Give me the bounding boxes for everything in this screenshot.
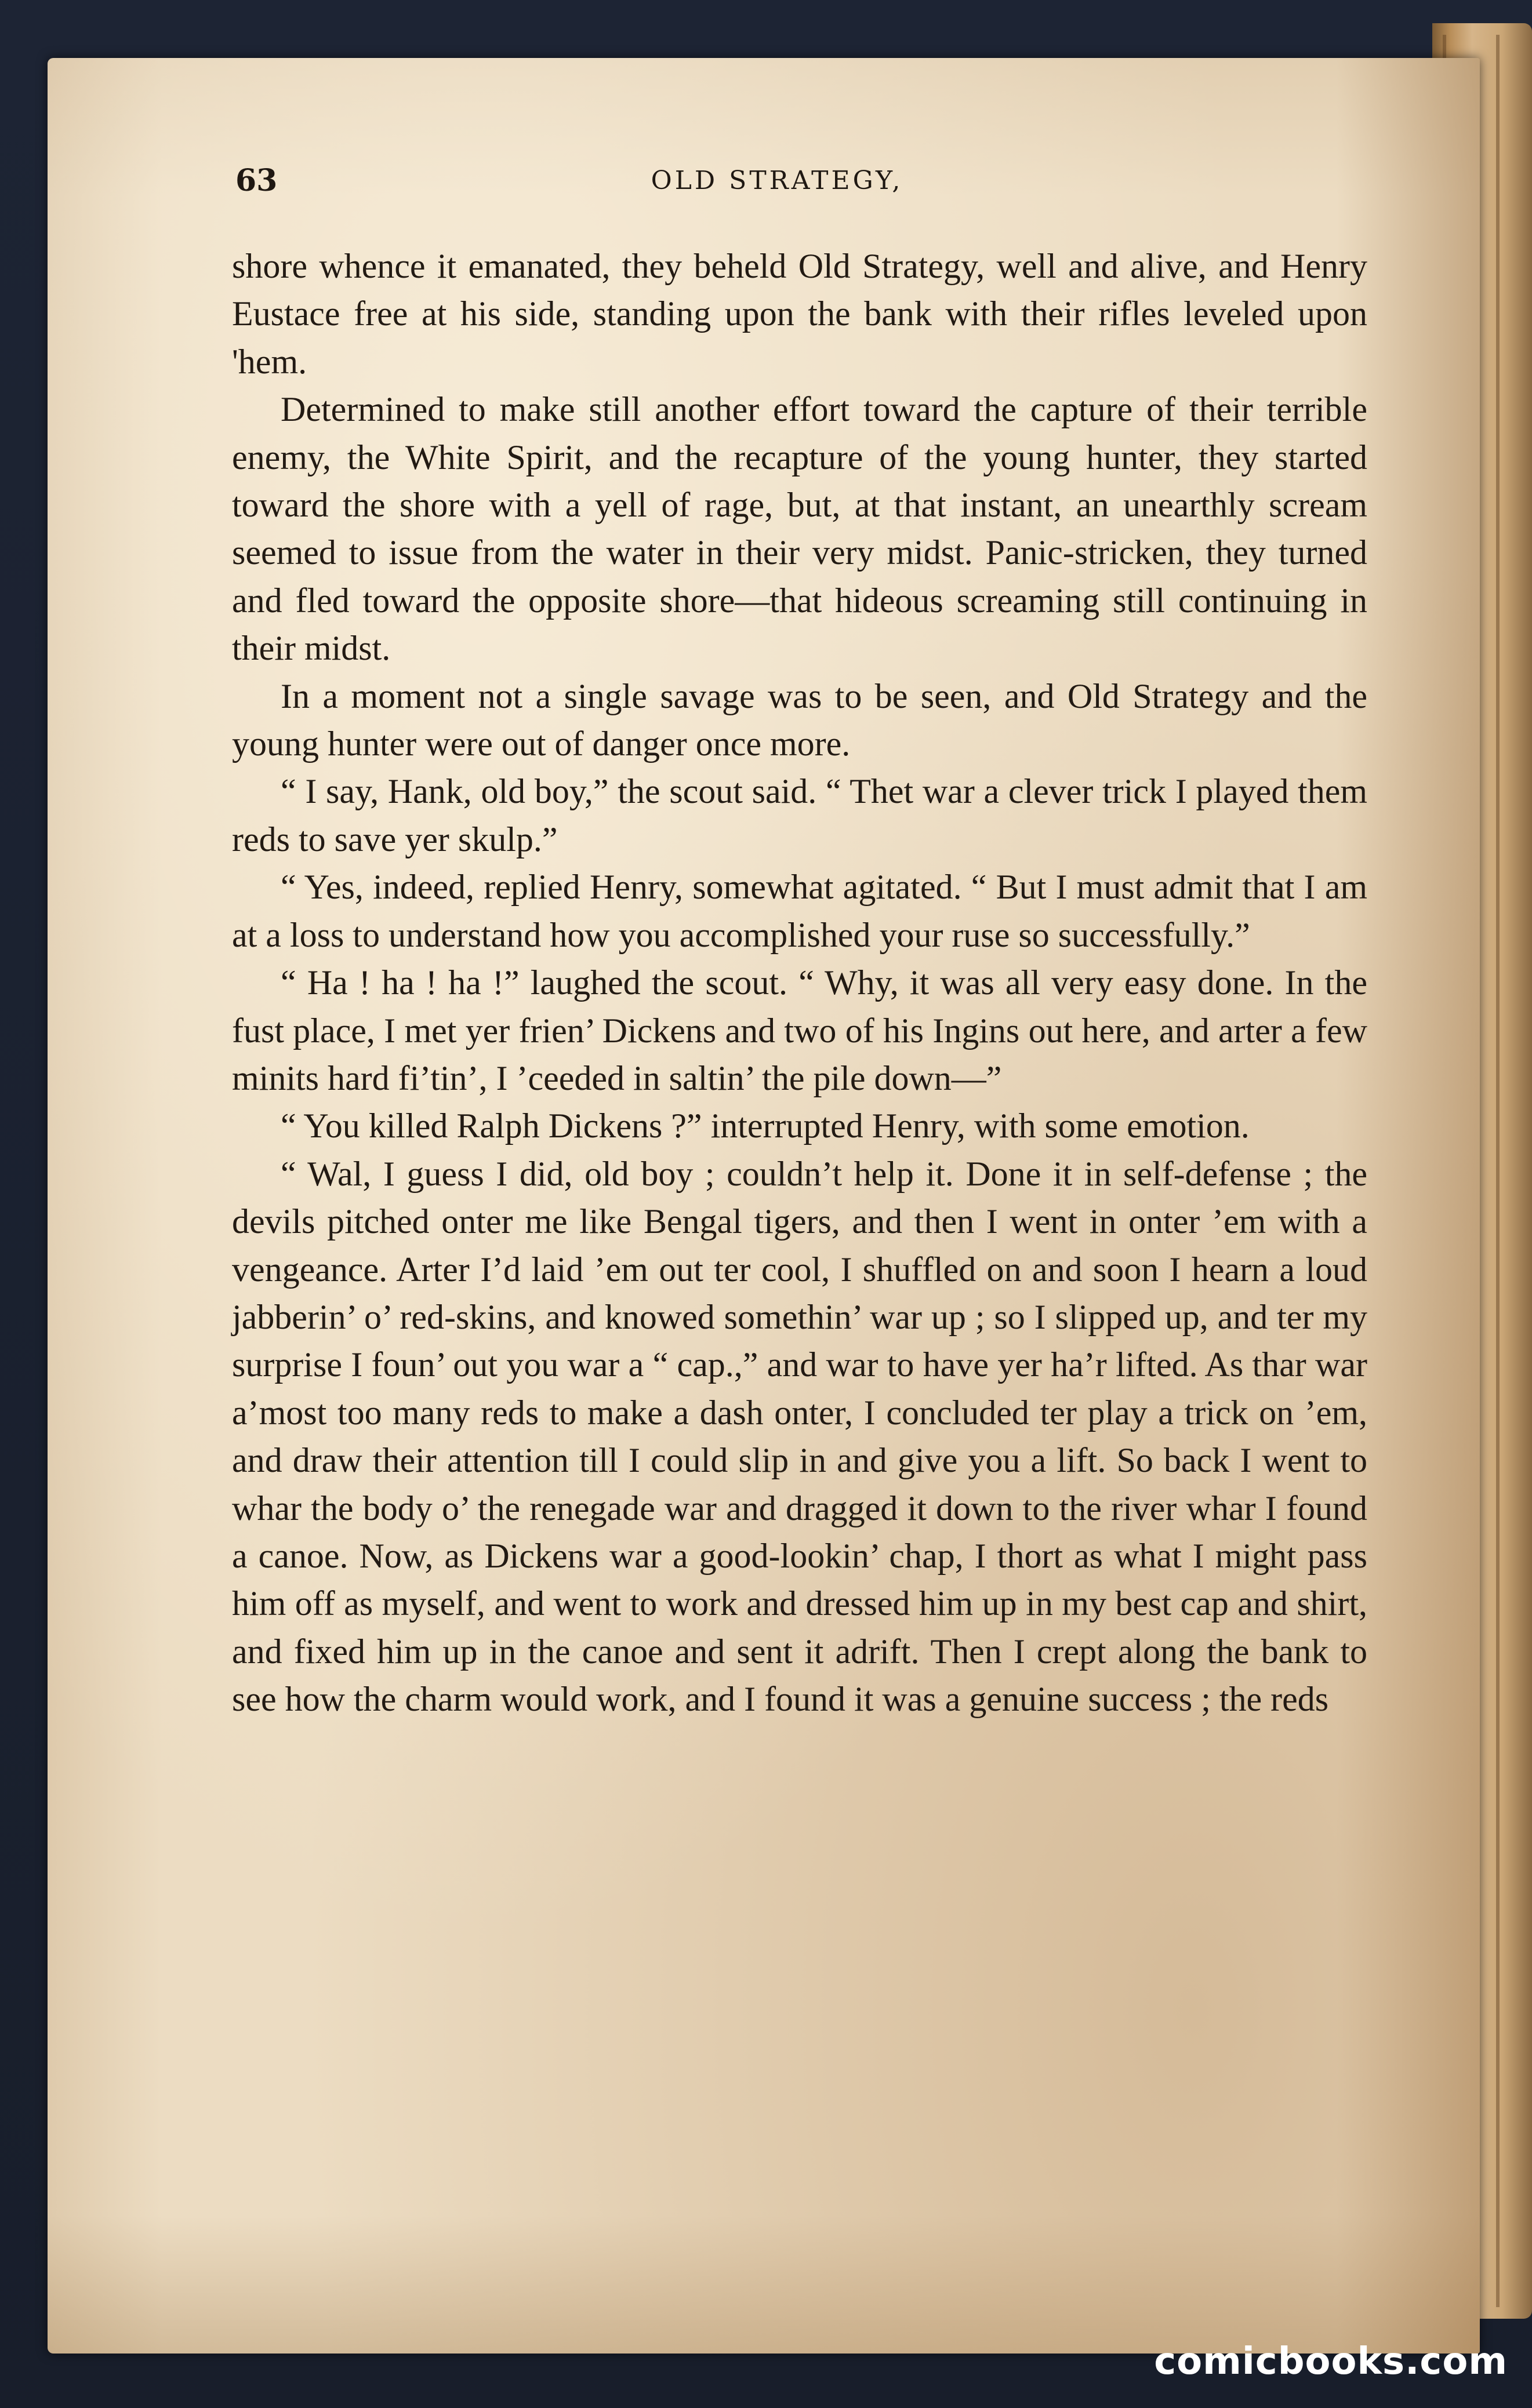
body-text <box>232 242 1367 1723</box>
paragraph: Determined to make still another effort toward the capture of their terrible enemy, the White Spirit, and the recapture of the young hunter, they started toward the shore with a yell of rage, but, at that instant, an unearthly scream seemed to issue from the water in their very midst. Panic-stricken, they turned and fled toward the opposite shore—that hideous screaming still continuing in their midst. <box>232 390 1367 668</box>
paragraph: “ You killed Ralph Dickens ?” interrupted Henry, with some emotion. <box>281 1107 1250 1145</box>
page-edge-line <box>1496 35 1500 2307</box>
paragraph: “ Wal, I guess I did, old boy ; couldn’t help it. Done it in self-defense ; the devils pitched onter me like Bengal tigers, and then I went in onter ’em with a vengeance. Arter I’d laid ’em out ter cool, I shuffled on and soon I hearn a loud jabberin’ o’ red-skins, and knowed somethin’ war up ; so I slipped up, and ter my surprise I foun’ out you war a “ cap.,” and war to have yer ha’r lifted. As thar war a’most too many reds to make a dash onter, I concluded ter play a trick on ’em, and draw their attention till I could slip in and give you a lift. So back I went to whar the body o’ the renegade war and dragged it down to the river whar I found a canoe. Now, as Dickens war a good-lookin’ chap, I thort as what I might pass him off as myself, and went to work and dressed him up in my best cap and shirt, and fixed him up in the canoe and sent it adrift. Then I crept along the bank to see how the charm would work, and I found it was a genuine success ; the reds <box>232 1154 1367 1719</box>
page-number: 63 <box>235 163 278 198</box>
paragraph: “ Ha ! ha ! ha !” laughed the scout. “ Why, it was all very easy done. In the fust place, I met yer frien’ Dickens and two of his Ingins out here, and arter a few minits hard fi’tin’, I ’ceeded in saltin’ the pile down—” <box>232 963 1367 1097</box>
watermark: comicbooks.com <box>1154 2340 1508 2383</box>
running-title: OLD STRATEGY, <box>651 166 903 195</box>
paragraph: In a moment not a single savage was to be seen, and Old Strategy and the young hunter were out of danger once more. <box>232 676 1367 763</box>
paragraph: “ I say, Hank, old boy,” the scout said. “ Thet war a clever trick I played them reds to save yer skulp.” <box>232 772 1367 859</box>
paragraph: shore whence it emanated, they beheld Old Strategy, well and alive, and Henry Eustace free at his side, standing upon the bank with their rifles leveled upon 'hem. <box>232 247 1367 381</box>
running-head <box>186 158 1368 204</box>
paragraph: “ Yes, indeed, replied Henry, somewhat agitated. “ But I must admit that I am at a loss to understand how you accomplished your ruse so successfully.” <box>232 868 1367 954</box>
